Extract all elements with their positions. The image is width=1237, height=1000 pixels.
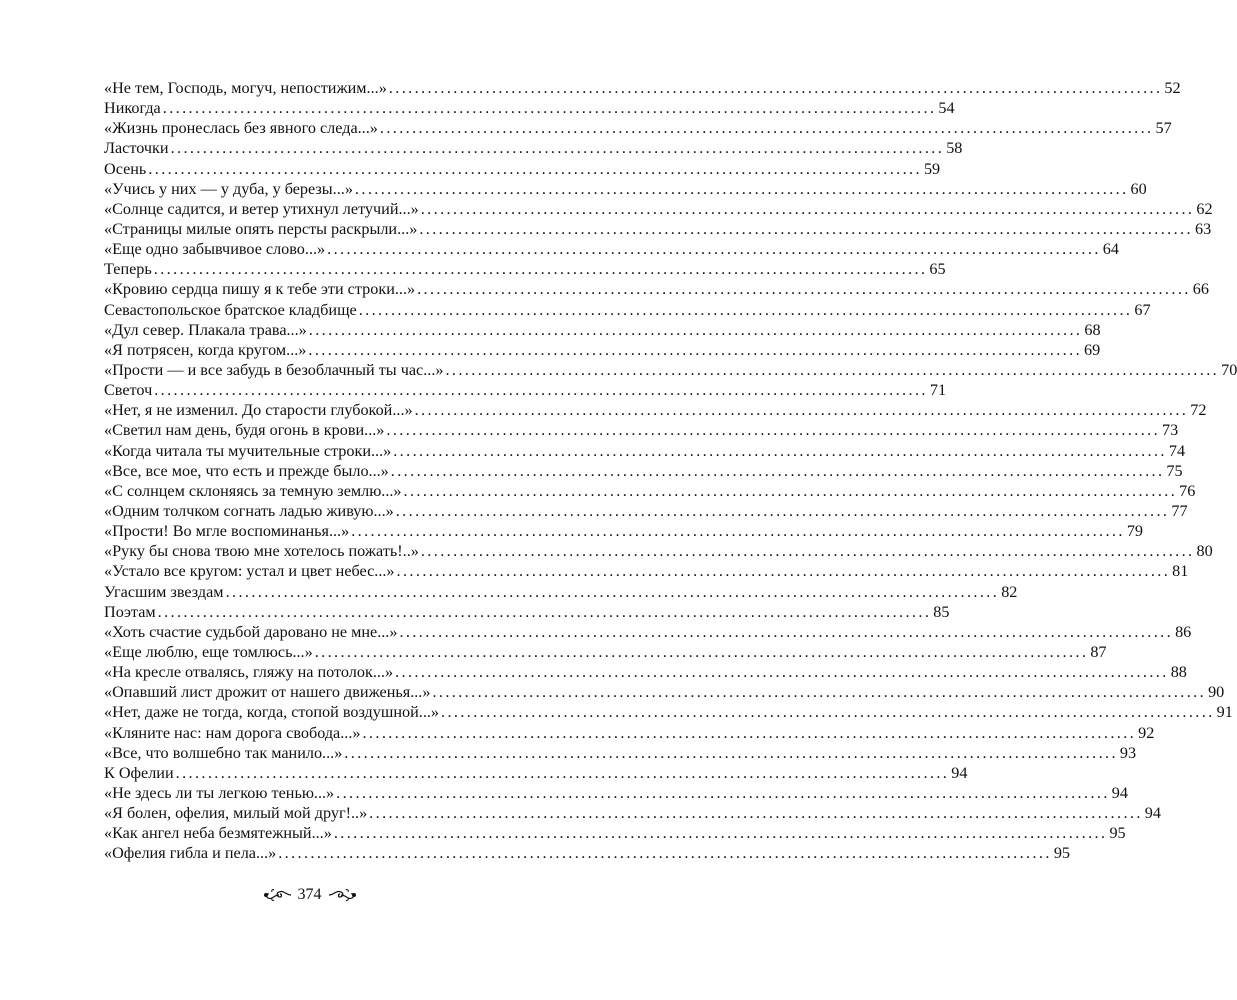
toc-entry-page: 72 bbox=[1190, 401, 1207, 420]
toc-dot-leader: ........................................................................................................................ bbox=[419, 219, 1193, 238]
toc-entry bbox=[104, 380, 947, 400]
toc-entry-page: 52 bbox=[1164, 79, 1181, 97]
toc-entry-title: «Солнце садится, и ветер утихнул летучий...» bbox=[104, 199, 419, 218]
table-of-contents bbox=[104, 78, 1237, 863]
floral-ornament-icon bbox=[262, 888, 292, 902]
toc-dot-leader: ........................................................................................................................ bbox=[162, 99, 937, 118]
toc-entry-title: «Прости — и все забудь в безоблачный ты час...» bbox=[104, 360, 444, 379]
toc-entry-title: «Опавший лист дрожит от нашего движенья...» bbox=[104, 683, 431, 702]
toc-entry bbox=[104, 320, 1101, 340]
toc-entry-page: 95 bbox=[1109, 824, 1126, 843]
toc-dot-leader: ........................................................................................................................ bbox=[379, 119, 1154, 138]
page-number: 374 bbox=[297, 886, 322, 903]
toc-entry-page: 69 bbox=[1084, 340, 1101, 359]
toc-entry bbox=[104, 743, 1137, 763]
toc-entry bbox=[104, 441, 1186, 461]
toc-entry bbox=[104, 179, 1147, 199]
toc-entry-title: Ласточки bbox=[104, 139, 169, 158]
toc-entry-page: 58 bbox=[946, 139, 963, 158]
toc-entry bbox=[104, 219, 1212, 239]
toc-entry-title: «Жизнь пронеслась без явного следа...» bbox=[104, 119, 378, 138]
toc-dot-leader: ........................................................................................................................ bbox=[395, 501, 1170, 520]
toc-entry-page: 80 bbox=[1196, 542, 1213, 561]
toc-entry bbox=[104, 582, 1018, 602]
toc-entry bbox=[104, 138, 963, 158]
toc-dot-leader: ........................................................................................................................ bbox=[369, 804, 1143, 823]
toc-entry-title: «Кляните нас: нам дорога свобода...» bbox=[104, 723, 361, 742]
toc-entry bbox=[104, 400, 1207, 420]
toc-dot-leader: ........................................................................................................................ bbox=[354, 179, 1129, 198]
toc-entry-page: 59 bbox=[923, 159, 941, 178]
toc-entry-page: 73 bbox=[1162, 421, 1179, 440]
toc-entry-page: 94 bbox=[951, 763, 968, 782]
toc-entry bbox=[104, 702, 1233, 722]
toc-dot-leader: ........................................................................................................................ bbox=[175, 763, 950, 782]
toc-dot-leader: ........................................................................................................................ bbox=[432, 683, 1207, 702]
toc-dot-leader: ........................................................................................................................ bbox=[417, 280, 1191, 299]
toc-entry bbox=[104, 420, 1179, 440]
toc-entry-title: «Когда читала ты мучительные строки...» bbox=[104, 441, 392, 460]
toc-entry bbox=[104, 783, 1128, 803]
toc-entry bbox=[104, 763, 968, 783]
toc-entry-title: «Все, что волшебно так манило...» bbox=[104, 743, 343, 762]
toc-dot-leader: ........................................................................................................................ bbox=[308, 340, 1083, 359]
toc-entry-title: «Прости! Во мгле воспоминанья...» bbox=[104, 522, 350, 541]
toc-entry-title: «Еще одно забывчивое слово...» bbox=[104, 240, 326, 259]
toc-entry-title: «Нет, даже не тогда, когда, стопой воздушной...» bbox=[104, 703, 440, 722]
toc-entry bbox=[104, 501, 1188, 521]
toc-entry bbox=[104, 561, 1189, 581]
toc-entry bbox=[104, 481, 1196, 501]
toc-entry-title: «Еще люблю, еще томлюсь...» bbox=[104, 642, 313, 661]
toc-entry bbox=[104, 622, 1192, 642]
toc-entry-title: «Не тем, Господь, могуч, непостижим...» bbox=[104, 79, 387, 97]
toc-entry bbox=[104, 521, 1143, 541]
toc-entry-title: «Учись у них — у дуба, у березы...» bbox=[104, 179, 353, 198]
toc-entry-title: «Кровию сердца пишу я к тебе эти строки...» bbox=[104, 280, 416, 299]
toc-entry-title: Осень bbox=[104, 159, 147, 178]
toc-entry-title: «Как ангел неба безмятежный...» bbox=[104, 824, 332, 843]
toc-dot-leader: ........................................................................................................................ bbox=[336, 783, 1110, 802]
toc-entry-page: 88 bbox=[1170, 663, 1187, 682]
toc-entry-page: 79 bbox=[1126, 522, 1143, 541]
toc-entry-title: К Офелии bbox=[104, 763, 174, 782]
toc-entry-title: «Устало все кругом: устал и цвет небес...» bbox=[104, 562, 395, 581]
toc-entry-page: 62 bbox=[1196, 199, 1213, 218]
toc-entry bbox=[104, 541, 1213, 561]
toc-dot-leader: ........................................................................................................................ bbox=[393, 441, 1167, 460]
toc-dot-leader: ........................................................................................................................ bbox=[154, 381, 928, 400]
toc-entry bbox=[104, 239, 1119, 259]
toc-entry-page: 75 bbox=[1166, 461, 1183, 480]
toc-entry-title: Поэтам bbox=[104, 602, 156, 621]
toc-entry bbox=[104, 78, 1181, 98]
toc-dot-leader: ........................................................................................................................ bbox=[344, 743, 1118, 762]
toc-entry bbox=[104, 300, 1151, 320]
toc-entry-title: «Страницы милые опять персты раскрыли...» bbox=[104, 219, 418, 238]
toc-dot-leader: ........................................................................................................................ bbox=[390, 461, 1165, 480]
toc-entry-title: «Руку бы снова твою мне хотелось пожать!..» bbox=[104, 542, 419, 561]
toc-entry bbox=[104, 461, 1183, 481]
toc-entry-page: 64 bbox=[1102, 240, 1119, 259]
toc-entry-title: «Одним толчком согнать ладью живую...» bbox=[104, 501, 394, 520]
toc-entry-page: 77 bbox=[1171, 501, 1188, 520]
toc-entry-page: 85 bbox=[933, 602, 950, 621]
toc-entry-page: 66 bbox=[1192, 280, 1209, 299]
toc-dot-leader: ........................................................................................................................ bbox=[386, 421, 1161, 440]
toc-entry-page: 94 bbox=[1144, 804, 1161, 823]
toc-dot-leader: ........................................................................................................................ bbox=[399, 622, 1174, 641]
toc-entry-page: 71 bbox=[929, 381, 947, 400]
toc-entry-page: 86 bbox=[1175, 622, 1192, 641]
toc-dot-leader: ........................................................................................................................ bbox=[157, 602, 932, 621]
toc-entry-page: 65 bbox=[929, 260, 946, 279]
toc-dot-leader: ........................................................................................................................ bbox=[420, 199, 1195, 218]
toc-entry-page: 57 bbox=[1155, 119, 1172, 138]
toc-entry-title: «Дул север. Плакала трава...» bbox=[104, 320, 307, 339]
toc-entry bbox=[104, 199, 1213, 219]
toc-entry-title: «Не здесь ли ты легкою тенью...» bbox=[104, 783, 335, 802]
toc-entry-page: 76 bbox=[1179, 481, 1196, 500]
toc-dot-leader: ........................................................................................................................ bbox=[170, 139, 945, 158]
toc-entry-page: 67 bbox=[1134, 300, 1151, 319]
toc-entry-page: 68 bbox=[1084, 320, 1101, 339]
toc-dot-leader: ........................................................................................................................ bbox=[333, 824, 1108, 843]
toc-entry-page: 92 bbox=[1138, 723, 1155, 742]
toc-dot-leader: ........................................................................................................................ bbox=[388, 79, 1163, 97]
toc-dot-leader: ........................................................................................................................ bbox=[148, 159, 922, 178]
toc-entry bbox=[104, 118, 1172, 138]
toc-entry-page: 82 bbox=[1001, 582, 1018, 601]
toc-dot-leader: ........................................................................................................................ bbox=[225, 582, 1000, 601]
toc-entry-title: Севастопольское братское кладбище bbox=[104, 300, 357, 319]
toc-dot-leader: ........................................................................................................................ bbox=[278, 844, 1052, 863]
toc-entry-title: Никогда bbox=[104, 99, 161, 118]
toc-dot-leader: ........................................................................................................................ bbox=[403, 481, 1178, 500]
toc-entry-title: «Нет, я не изменил. До старости глубокой...» bbox=[104, 401, 413, 420]
toc-entry bbox=[104, 642, 1107, 662]
toc-entry bbox=[104, 803, 1161, 823]
toc-entry-title: «Я потрясен, когда кругом...» bbox=[104, 340, 307, 359]
toc-entry bbox=[104, 723, 1155, 743]
toc-entry-page: 54 bbox=[938, 99, 955, 118]
toc-entry bbox=[104, 259, 946, 279]
toc-dot-leader: ........................................................................................................................ bbox=[362, 723, 1137, 742]
toc-dot-leader: ........................................................................................................................ bbox=[445, 360, 1220, 379]
toc-dot-leader: ........................................................................................................................ bbox=[351, 522, 1125, 541]
toc-entry-page: 94 bbox=[1111, 783, 1128, 802]
toc-entry-page: 95 bbox=[1053, 844, 1071, 863]
toc-dot-leader: ........................................................................................................................ bbox=[396, 562, 1171, 581]
toc-entry-page: 63 bbox=[1194, 219, 1212, 238]
toc-entry-page: 60 bbox=[1130, 179, 1147, 198]
toc-dot-leader: ........................................................................................................................ bbox=[308, 320, 1083, 339]
toc-entry bbox=[104, 682, 1225, 702]
toc-entry-page: 81 bbox=[1172, 562, 1189, 581]
toc-dot-leader: ........................................................................................................................ bbox=[414, 401, 1189, 420]
toc-dot-leader: ........................................................................................................................ bbox=[441, 703, 1215, 722]
toc-entry bbox=[104, 823, 1126, 843]
toc-entry bbox=[104, 279, 1209, 299]
toc-entry bbox=[104, 602, 950, 622]
toc-entry-title: «На кресле отвалясь, гляжу на потолок...» bbox=[104, 663, 394, 682]
toc-entry-title: «Офелия гибла и пела...» bbox=[104, 844, 277, 863]
toc-entry bbox=[104, 340, 1101, 360]
toc-entry-page: 87 bbox=[1090, 642, 1107, 661]
toc-entry-page: 93 bbox=[1119, 743, 1137, 762]
toc-dot-leader: ........................................................................................................................ bbox=[395, 663, 1169, 682]
toc-entry-title: «Светил нам день, будя огонь в крови...» bbox=[104, 421, 385, 440]
toc-entry-page: 74 bbox=[1168, 441, 1186, 460]
toc-entry-title: «Все, все мое, что есть и прежде было...» bbox=[104, 461, 389, 480]
toc-entry-title: Теперь bbox=[104, 260, 152, 279]
toc-entry bbox=[104, 159, 941, 179]
toc-entry-page: 91 bbox=[1216, 703, 1233, 722]
toc-entry-title: Светоч bbox=[104, 381, 153, 400]
toc-dot-leader: ........................................................................................................................ bbox=[358, 300, 1133, 319]
toc-dot-leader: ........................................................................................................................ bbox=[327, 240, 1101, 259]
toc-entry-title: «Хоть счастие судьбой даровано не мне...» bbox=[104, 622, 398, 641]
floral-ornament-icon bbox=[328, 888, 358, 902]
toc-dot-leader: ........................................................................................................................ bbox=[153, 260, 928, 279]
toc-entry-page: 90 bbox=[1208, 683, 1225, 702]
toc-dot-leader: ........................................................................................................................ bbox=[420, 542, 1195, 561]
toc-entry-title: Угасшим звездам bbox=[104, 582, 224, 601]
toc-entry-title: «Я болен, офелия, милый мой друг!..» bbox=[104, 804, 368, 823]
toc-entry bbox=[104, 98, 955, 118]
toc-entry bbox=[104, 662, 1187, 682]
toc-entry bbox=[104, 843, 1071, 863]
toc-entry-title: «С солнцем склоняясь за темную землю...» bbox=[104, 481, 402, 500]
toc-entry-page: 70 bbox=[1221, 360, 1237, 379]
toc-dot-leader: ........................................................................................................................ bbox=[314, 642, 1089, 661]
toc-entry bbox=[104, 360, 1237, 380]
page-footer bbox=[0, 886, 619, 904]
